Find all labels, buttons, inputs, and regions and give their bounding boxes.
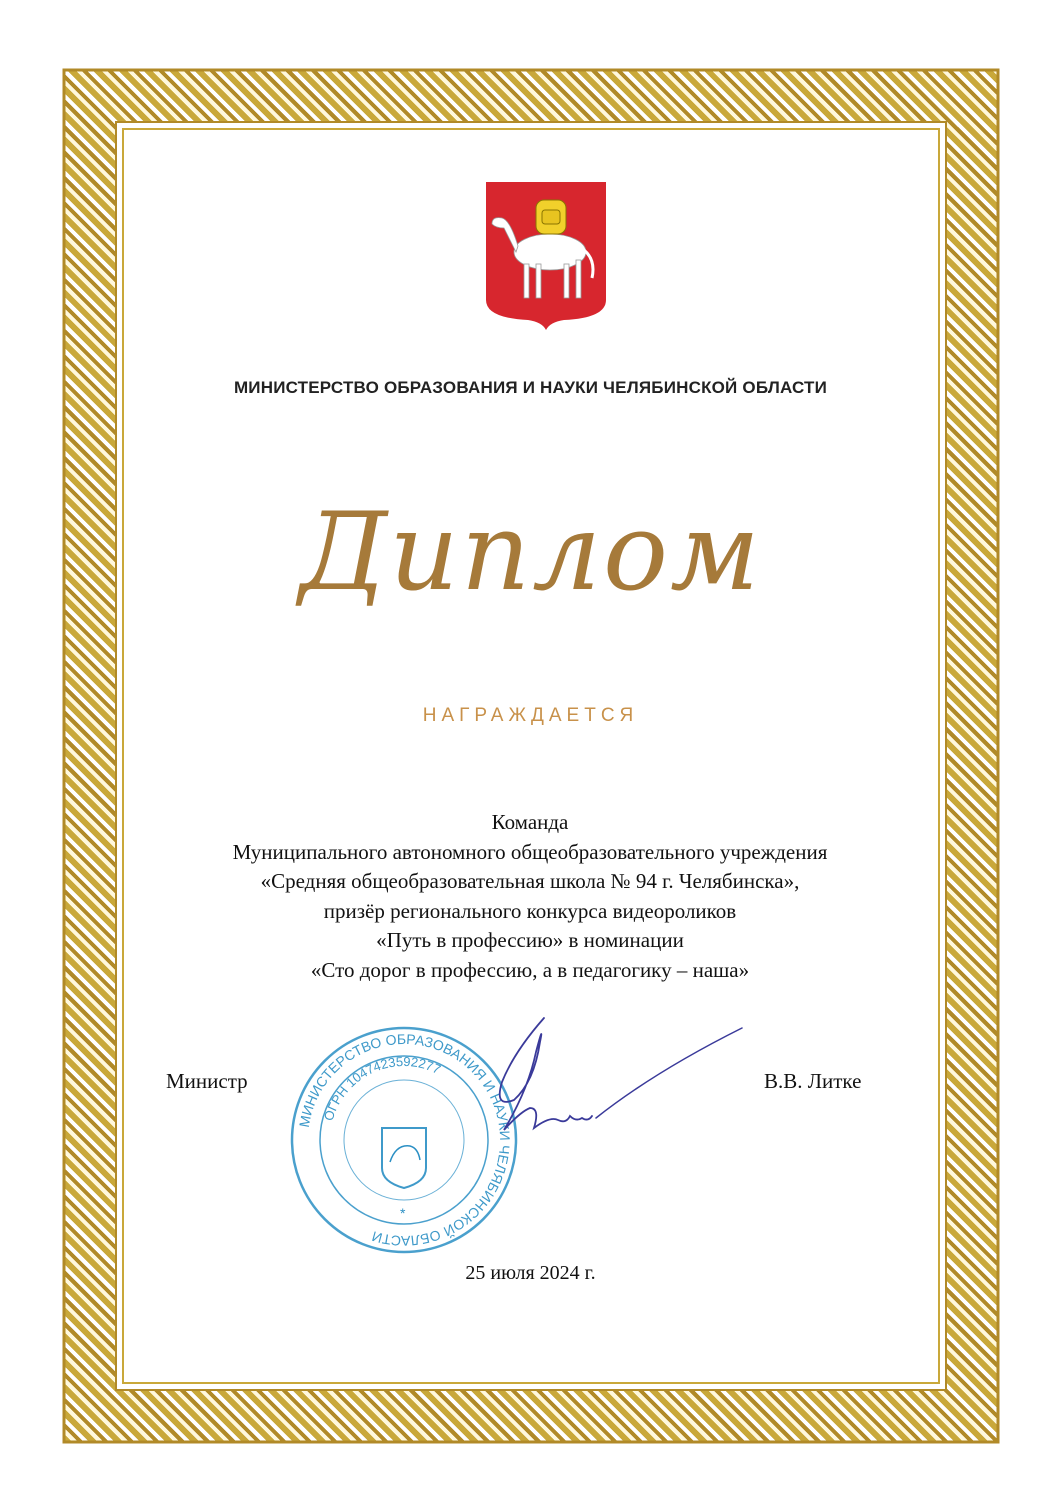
awarded-label: НАГРАЖДАЕТСЯ [422, 705, 639, 726]
diploma-title: Диплом [299, 490, 762, 615]
ministry-heading: МИНИСТЕРСТВО ОБРАЗОВАНИЯ И НАУКИ ЧЕЛЯБИНСКОЙ ОБЛАСТИ [233, 378, 828, 397]
award-text-line: «Путь в профессию» в номинации [376, 928, 684, 952]
award-text-line: «Сто дорог в профессию, а в педагогику – наша» [310, 957, 750, 982]
svg-text:МИНИСТЕРСТВО ОБРАЗОВАНИЯ И НАУ: МИНИСТЕРСТВО ОБРАЗОВАНИЯ И НАУКИ ЧЕЛЯБИНСКОЙ ОБЛАСТИ [295, 1030, 514, 1250]
issue-date: 25 июля 2024 г. [465, 1262, 596, 1284]
signatory-role: Министр [166, 1069, 248, 1093]
award-text-line: призёр регионального конкурса видеороликов [323, 898, 737, 923]
award-text-line: «Средняя общеобразовательная школа № 94 г. Челябинска», [260, 869, 800, 893]
chelyabinsk-coat-of-arms-icon [484, 180, 608, 332]
svg-text:ОГРН 1047423592277: ОГРН 1047423592277 [320, 1053, 444, 1123]
handwritten-signature [474, 1012, 744, 1162]
award-text [120, 808, 940, 985]
award-text-line: Команда [491, 810, 569, 834]
award-text-line: Муниципального автономного общеобразовательного учреждения [232, 839, 828, 864]
signatory-name: В.В. Литке [764, 1069, 862, 1093]
svg-text:*: * [400, 1205, 406, 1221]
